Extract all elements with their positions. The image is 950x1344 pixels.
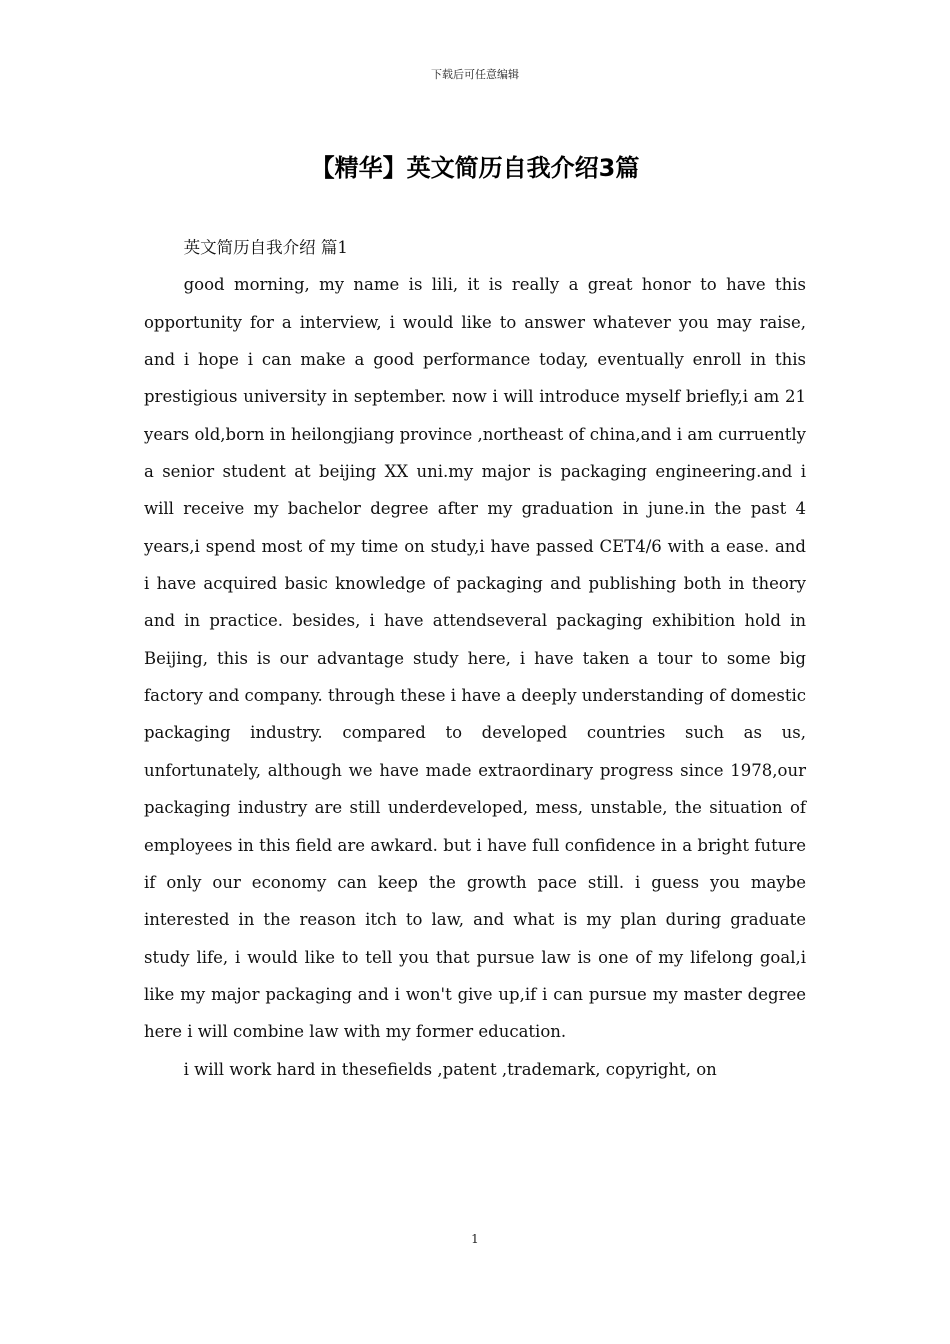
page-number: 1 [471,1232,479,1246]
body-paragraph-2: i will work hard in thesefields ,patent ,trademark, copyright, on [183,1059,717,1079]
document-title: 【精华】英文简历自我介绍3篇 [310,154,640,182]
body-paragraph-1: good morning, my name is lili, it is really a great honor to have this opportunity for a interview, i would like to answer whatever you may raise, and i hope i can make a good performance today, eventually enroll in this prestigious university in september. now i will introduce myself briefly,i am 21 years old,born in heilongjiang province ,northeast of china,and i am curruently a senior student at beijing XX uni.my major is packaging engineering.and i will receive my bachelor degree after my graduation in june.in the past 4 years,i spend most of my time on study,i have passed CET4/6 with a ease. and i have acquired basic knowledge of packaging and publishing both in theory and in practice. besides, i have attendseveral packaging exhibition hold in Beijing, this is our advantage study here, i have taken a tour to some big factory and company. through these i have a deeply understanding of domestic packaging industry. compared to developed countries such as us, unfortunately, although we have made extraordinary progress since 1978,our packaging industry are still underdeveloped, mess, unstable, the situation of employees in this field are awkard. but i have full confidence in a bright future if only our economy can keep the growth pace still. i guess you maybe interested in the reason itch to law, and what is my plan during graduate study life, i would like to tell you that pursue law is one of my lifelong goal,i like my major packaging and i won't give up,if i can pursue my master degree here i will combine law with my former education. [144,275,806,1042]
document-body [144,229,806,1088]
header-note: 下载后可任意编辑 [431,68,519,81]
section-heading: 英文简历自我介绍 篇1 [183,238,348,257]
